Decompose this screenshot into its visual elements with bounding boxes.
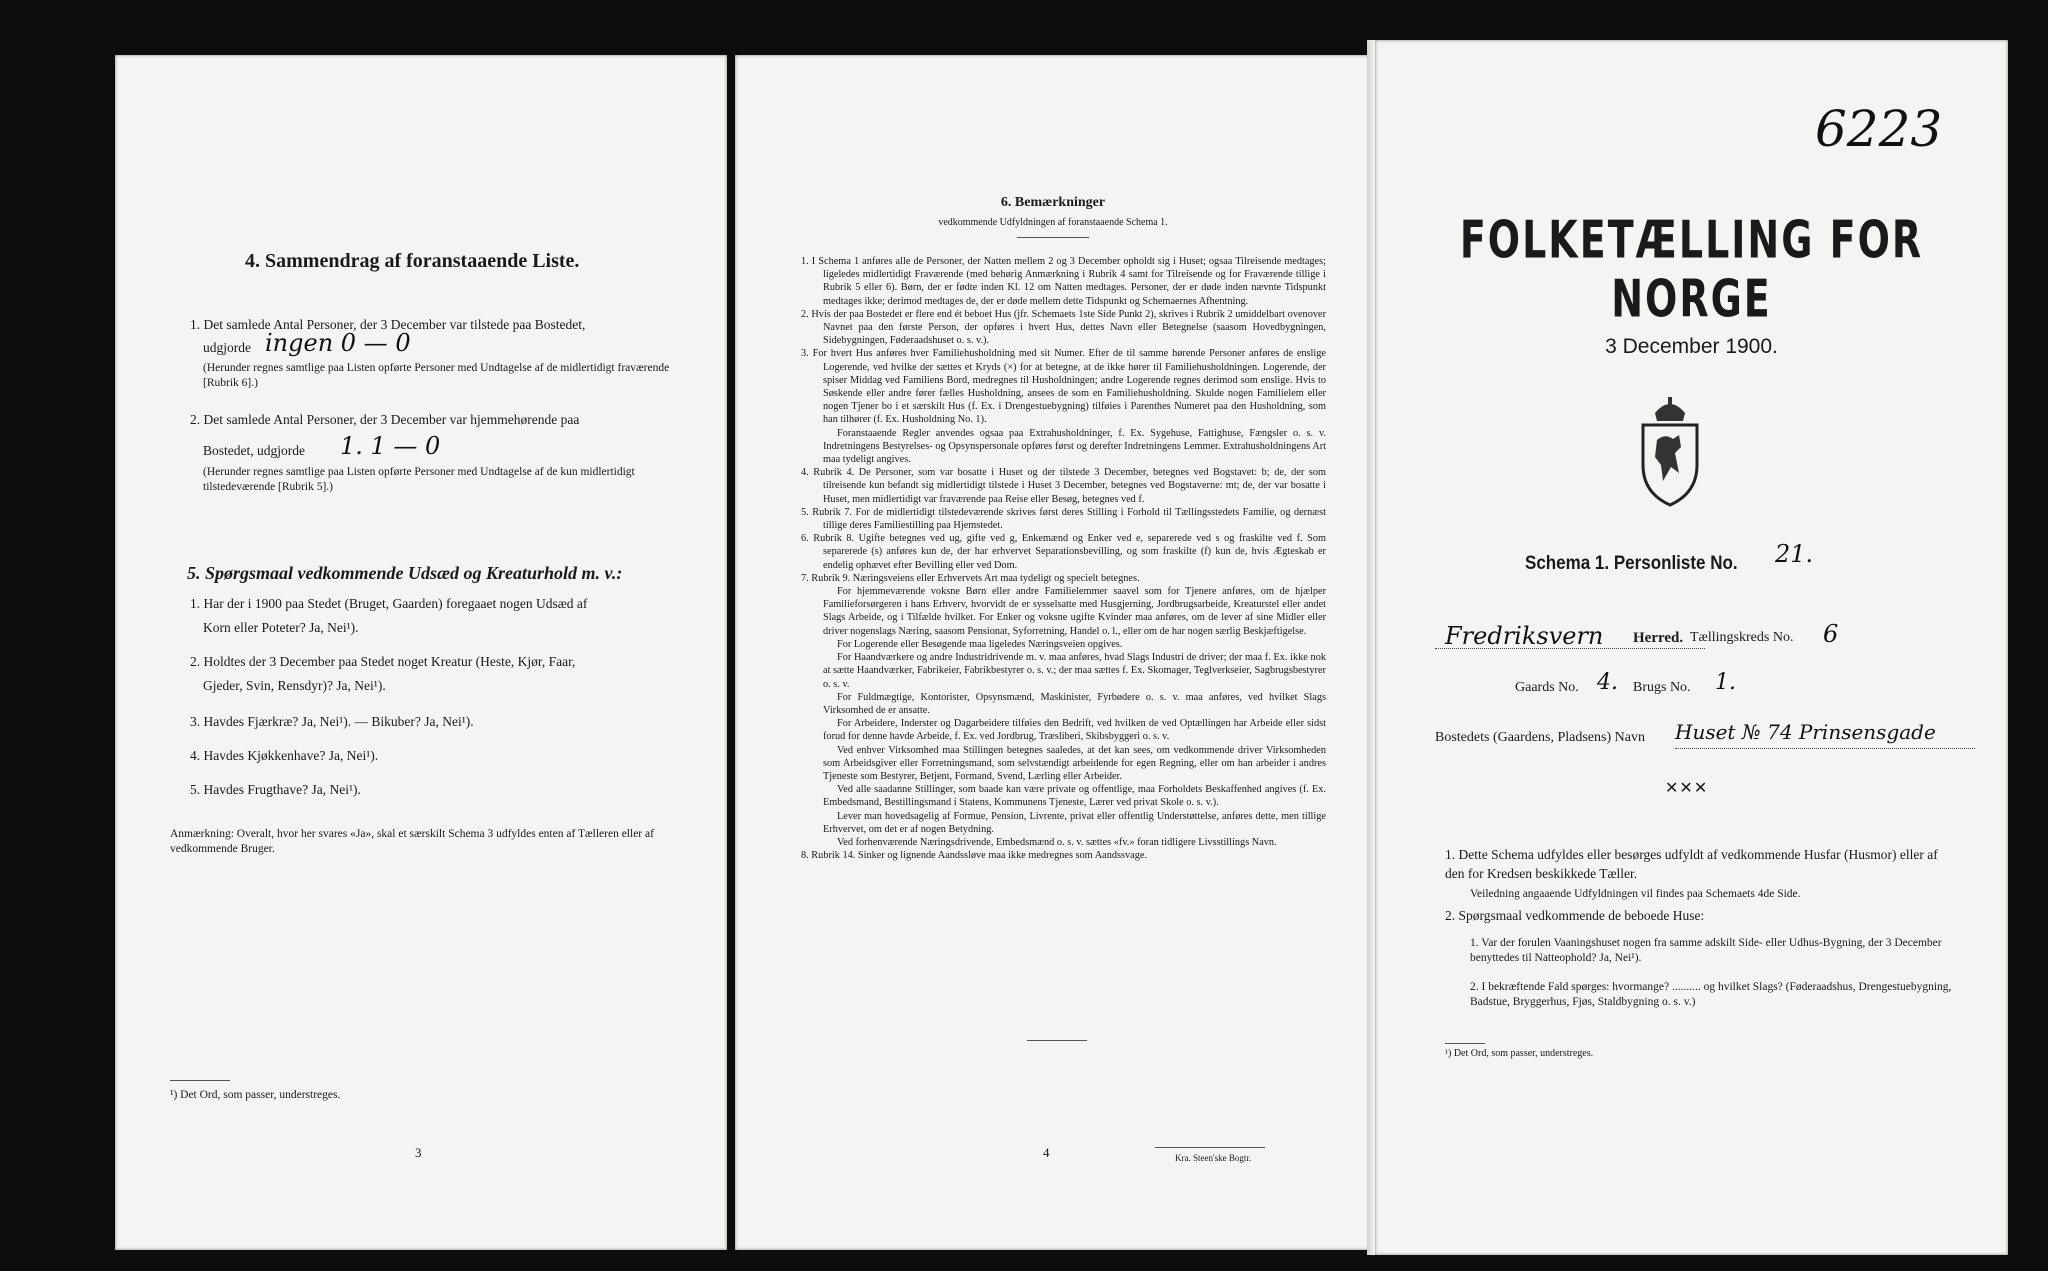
remark: 7. Rubrik 9. Næringsveiens eller Erhvervets Art maa tydeligt og specielt betegnes. [801,572,1140,584]
section-6-title: 6. Bemærkninger [1000,195,1106,210]
brugs-label: Brugs No. [1633,680,1691,695]
question-3: 3. Havdes Fjærkræ? Ja, Nei¹). — Bikuber? Ja, Nei¹). [190,714,474,729]
question-2b: Gjeder, Svin, Rensdyr)? Ja, Nei¹). [203,678,386,693]
remark: Foranstaaende Regler anvendes ogsaa paa Extrahusholdninger, f. Ex. Sygehuse, Fattighuse, Fængsler o. s. v. Indretningens Bestyrelses- og Opsynspersonale opføres først og derefter Indretningens Lemmer. Extrahusholdningens Art maa tydeligt angives. [823,427,1326,466]
remark: 6. Rubrik 8. Ugifte betegnes ved ug, gifte ved g, Enkemænd og Enker ved e, separerede ved s og fraskilte ved f. Som separerede (s) anføres kun de, der har erhvervet Separationsbevilling, og som fraskilte (f) kun de, hvis Ægteskab er endelig ophævet efter Bevilling eller ved Dom. [801,533,1326,571]
remark: Lever man hovedsagelig af Formue, Pension, Livrente, privat eller offentlig Understøttelse, anføres dette, men tillige Erhvervet, om det er af nogen Betydning. [823,810,1326,835]
remark: For Fuldmægtige, Kontorister, Opsynsmænd, Maskinister, Fyrbødere o. s. v. maa anføres, ved hvilket Slags Virksomhed de er ansatte. [823,691,1326,716]
brugs-value: 1. [1715,670,1736,695]
summary-item-2-note: (Herunder regnes samtlige paa Listen opførte Personer med Undtagelse af de kun midlertidigt tilstedeværende [Rubrik 5].) [203,466,635,493]
bosted-label: Bostedets (Gaardens, Pladsens) Navn [1435,730,1645,745]
remark: 8. Rubrik 14. Sinker og lignende Aandssløve maa ikke medregnes som Aandssvage. [801,850,1148,862]
schema-label: Schema 1. Personliste No. [1525,551,1738,574]
remark: Ved enhver Virksomhed maa Stillingen betegnes saaledes, at det kan sees, om vedkommende driver Virksomheden som Arbeidsgiver eller Forretningsmand, som selvstændigt arbeidende for egen Regning, eller om han arbeider i andres Tjeneste som Bestyrer, Betjent, Formand, Svend, Lærling eller Arbeider. [823,744,1326,782]
schema-number: 21. [1775,540,1814,568]
question-1b: Korn eller Poteter? Ja, Nei¹). [203,620,359,635]
question-2a: 2. Holdtes der 3 December paa Stedet noget Kreatur (Heste, Kjør, Faar, [190,654,576,669]
ornament: ✕✕✕ [1665,780,1709,797]
printer-rule [1155,1147,1265,1148]
gaards-label: Gaards No. [1515,680,1579,695]
bosted-value: Huset № 74 Prinsensgade [1675,720,1936,744]
instruction-2: 2. Spørgsmaal vedkommende de beboede Huse: [1445,908,1705,923]
archive-number: 6223 [1815,100,1943,158]
remark: For Logerende eller Besøgende maa ligeledes Næringsveien opgives. [837,638,1123,650]
page-1 [1375,40,2008,1255]
remark: 5. Rubrik 7. For de midlertidigt tilstedeværende skrives først deres Stilling i Forhold til Tællingsstedets Familie, og dernæst tillige deres Familiestilling paa Hjemstedet. [801,506,1326,532]
footnote: ¹) Det Ord, som passer, understreges. [1445,1048,1594,1059]
instruction-2-2: 2. I bekræftende Fald spørges: hvormange? .......... og hvilket Slags? (Føderaadshus, Drengestuebygning, Badstue, Bryggerhus, Fjøs, Staldbygning o. s. v.) [1470,981,1952,1008]
remark: 3. For hvert Hus anføres hver Familiehusholdning med sit Numer. Efter de til samme hørende Personer anføres de enslige Logerende, ved hvilke der sættes et Kryds (×) for at betegne, at de ikke hører til Familiehusholdningen. Logerende, der spiser Middag ved Familiens Bord, medregnes til Husholdningen; andre Logerende regnes derimod som enslige. Hvis to Søskende eller andre fører fælles Husholdning, ansees de som en Familiehusholdning. Skulde nogen Familielem eller nogen Tjener bo i et særskilt Hus (f. Ex. i Drengestuebygning) tilføies i Parenthes Numeret paa den Husholdning, som han tilhører (f. Ex. Husholdning No. 1). [801,348,1326,426]
herred-value: Fredriksvern [1445,622,1604,650]
remark: For hjemmeværende voksne Børn eller andre Familielemmer saavel som for Tjenere anføres, om de hjælper Familieforsørgeren i hans Erhverv, hvorvidt de er sysselsatte med Husgjerning, Jordbrugsarbeide, Kreaturstel eller andet Slags Arbeide, og i Tilfælde hvilket. For Enker og voksne ugifte Kvinder maa anføres, om de lever af sine Midler eller driver nogenslags Næring, saasom Pensionat, Syforretning, Handel o. l., eller om de har nogen særlig Beskjæftigelse. [823,586,1326,637]
printer-mark: Kra. Steen'ske Bogtr. [1175,1153,1252,1163]
page-3 [115,55,727,1250]
krets-value: 6 [1823,620,1839,648]
question-1a: 1. Har der i 1900 paa Stedet (Bruget, Gaarden) foregaaet nogen Udsæd af [190,596,588,611]
bosted-line [1675,748,1975,749]
anmerkning-note: Anmærkning: Overalt, hvor her svares «Ja», skal et særskilt Schema 3 udfyldes enten af Tælleren eller af vedkommende Bruger. [170,828,654,855]
section-4-title: 4. Sammendrag af foranstaaende Liste. [245,250,580,272]
remark: For Arbeidere, Inderster og Dagarbeidere tilføies den Bedrift, ved hvilken de ved Optællingen har Arbeide eller sidst forud for denne havde Arbeide, f. Ex. ved Jordbrug, Træsliberi, Skibsbyggeri o. s. v. [823,718,1326,743]
question-4: 4. Havdes Kjøkkenhave? Ja, Nei¹). [190,748,379,763]
summary-item-2-handwritten: 1. 1 — 0 [340,432,441,460]
summary-item-1: 1. Det samlede Antal Personer, der 3 December var tilstede paa Bostedet, [190,317,586,332]
end-rule [1027,1040,1087,1041]
main-title: FOLKETÆLLING FOR NORGE [1459,210,1924,329]
page-number: 4 [1043,1145,1050,1160]
title-rule [1017,237,1089,238]
summary-item-1-note: (Herunder regnes samtlige paa Listen opførte Personer med Undtagelse af de midlertidigt fraværende [Rubrik 6].) [203,362,670,389]
page-4 [735,55,1371,1250]
footnote: ¹) Det Ord, som passer, understreges. [170,1089,341,1101]
instruction-1-note: Veiledning angaaende Udfyldningen vil findes paa Schemaets 4de Side. [1470,888,1801,900]
remark: 1. I Schema 1 anføres alle de Personer, der Natten mellem 2 og 3 December opholdt sig i Huset; ogsaa Tilreisende medtages; ligeledes midlertidigt Fraværende (med behørig Anmærkning i Rubrik 4 samt for Tilreisende og for Fraværende tillige i Rubrik 5 eller 6). Børn, der er fødte inden Kl. 12 om Natten medtages. Personer, der er døde inden nævnte Tidspunkt medtages ikke; derimod medtages de, der er døde mellem dette Tidspunkt og Schemaernes Afhentning. [801,256,1326,307]
footnote-rule [1445,1043,1485,1044]
remark: Ved alle saadanne Stillinger, som baade kan være private og offentlige, maa Forholdets Beskaffenhed angives (f. Ex. Embedsmand, Bestillingsmand i Statens, Kommunens Tjeneste, Lærer ved privat Skole o. s. v.). [823,784,1326,809]
krets-label: Tællingskreds No. [1690,630,1794,645]
remarks-list [801,255,1326,862]
remark: 2. Hvis der paa Bostedet er flere end ét beboet Hus (jfr. Schemaets 1ste Side Punkt 2), skrives i Rubrik 2 umiddelbart ovenover Navnet paa den første Person, der opføres i hvert Hus, dettes Navn eller Betegnelse (saasom Hovedbygningen, Sidebygningen, Føderaadshuset o. s. v.). [801,308,1326,347]
summary-item-1-handwritten: ingen 0 — 0 [265,329,411,357]
remark: Ved forhenværende Næringsdrivende, Embedsmænd o. s. v. sættes «fv.» foran tidligere Livsstillings Navn. [837,836,1277,848]
remark: For Haandværkere og andre Industridrivende m. v. maa anføres, hvad Slags Industri de driver; der maa f. Ex. ikke nok at sætte Haandværker, Fabrikeier, Fabrikbestyrer o. s. v.; der maa sættes f. Ex. Skomager, Teglverkseier, Sagbrugsbestyrer o. s. v. [823,652,1326,690]
instruction-2-1: 1. Var der forulen Vaaningshuset nogen fra samme adskilt Side- eller Udhus-Bygning, der 3 December benyttedes til Natteophold? Ja, Nei¹). [1470,937,1942,964]
question-5: 5. Havdes Frugthave? Ja, Nei¹). [190,782,361,797]
remark: 4. Rubrik 4. De Personer, som var bosatte i Huset og der tilstede 3 December, betegnes ved Bogstavet: b; de, der som tilreisende kun befandt sig midlertidigt tilstede i Huset 3 December, betegnes ved Bogstaverne: mt; de, der var bosatte i Huset, men midlertidigt var fraværende paa Reise eller Besøg, betegnes ved f. [801,467,1326,505]
section-6-subtitle: vedkommende Udfyldningen af foranstaaende Schema 1. [938,217,1168,228]
page-fold [1367,40,1375,1255]
section-5-title: 5. Spørgsmaal vedkommende Udsæd og Kreaturhold m. v.: [187,563,623,583]
summary-item-2: 2. Det samlede Antal Personer, der 3 December var hjemmehørende paa [190,412,580,427]
page-number: 3 [415,1145,422,1160]
summary-item-1-udgjorde: udgjorde [203,340,251,355]
footnote-rule [170,1080,230,1081]
herred-label: Herred. [1633,630,1684,646]
gaards-value: 4. [1597,670,1618,695]
census-date: 3 December 1900. [1605,335,1778,358]
instruction-1: 1. Dette Schema udfyldes eller besørges udfyldt af vedkommende Husfar (Husmor) eller af den for Kredsen beskikkede Tæller. [1445,847,1938,881]
coat-of-arms-icon [1635,395,1705,510]
summary-item-2-bostedet: Bostedet, udgjorde [203,443,305,458]
